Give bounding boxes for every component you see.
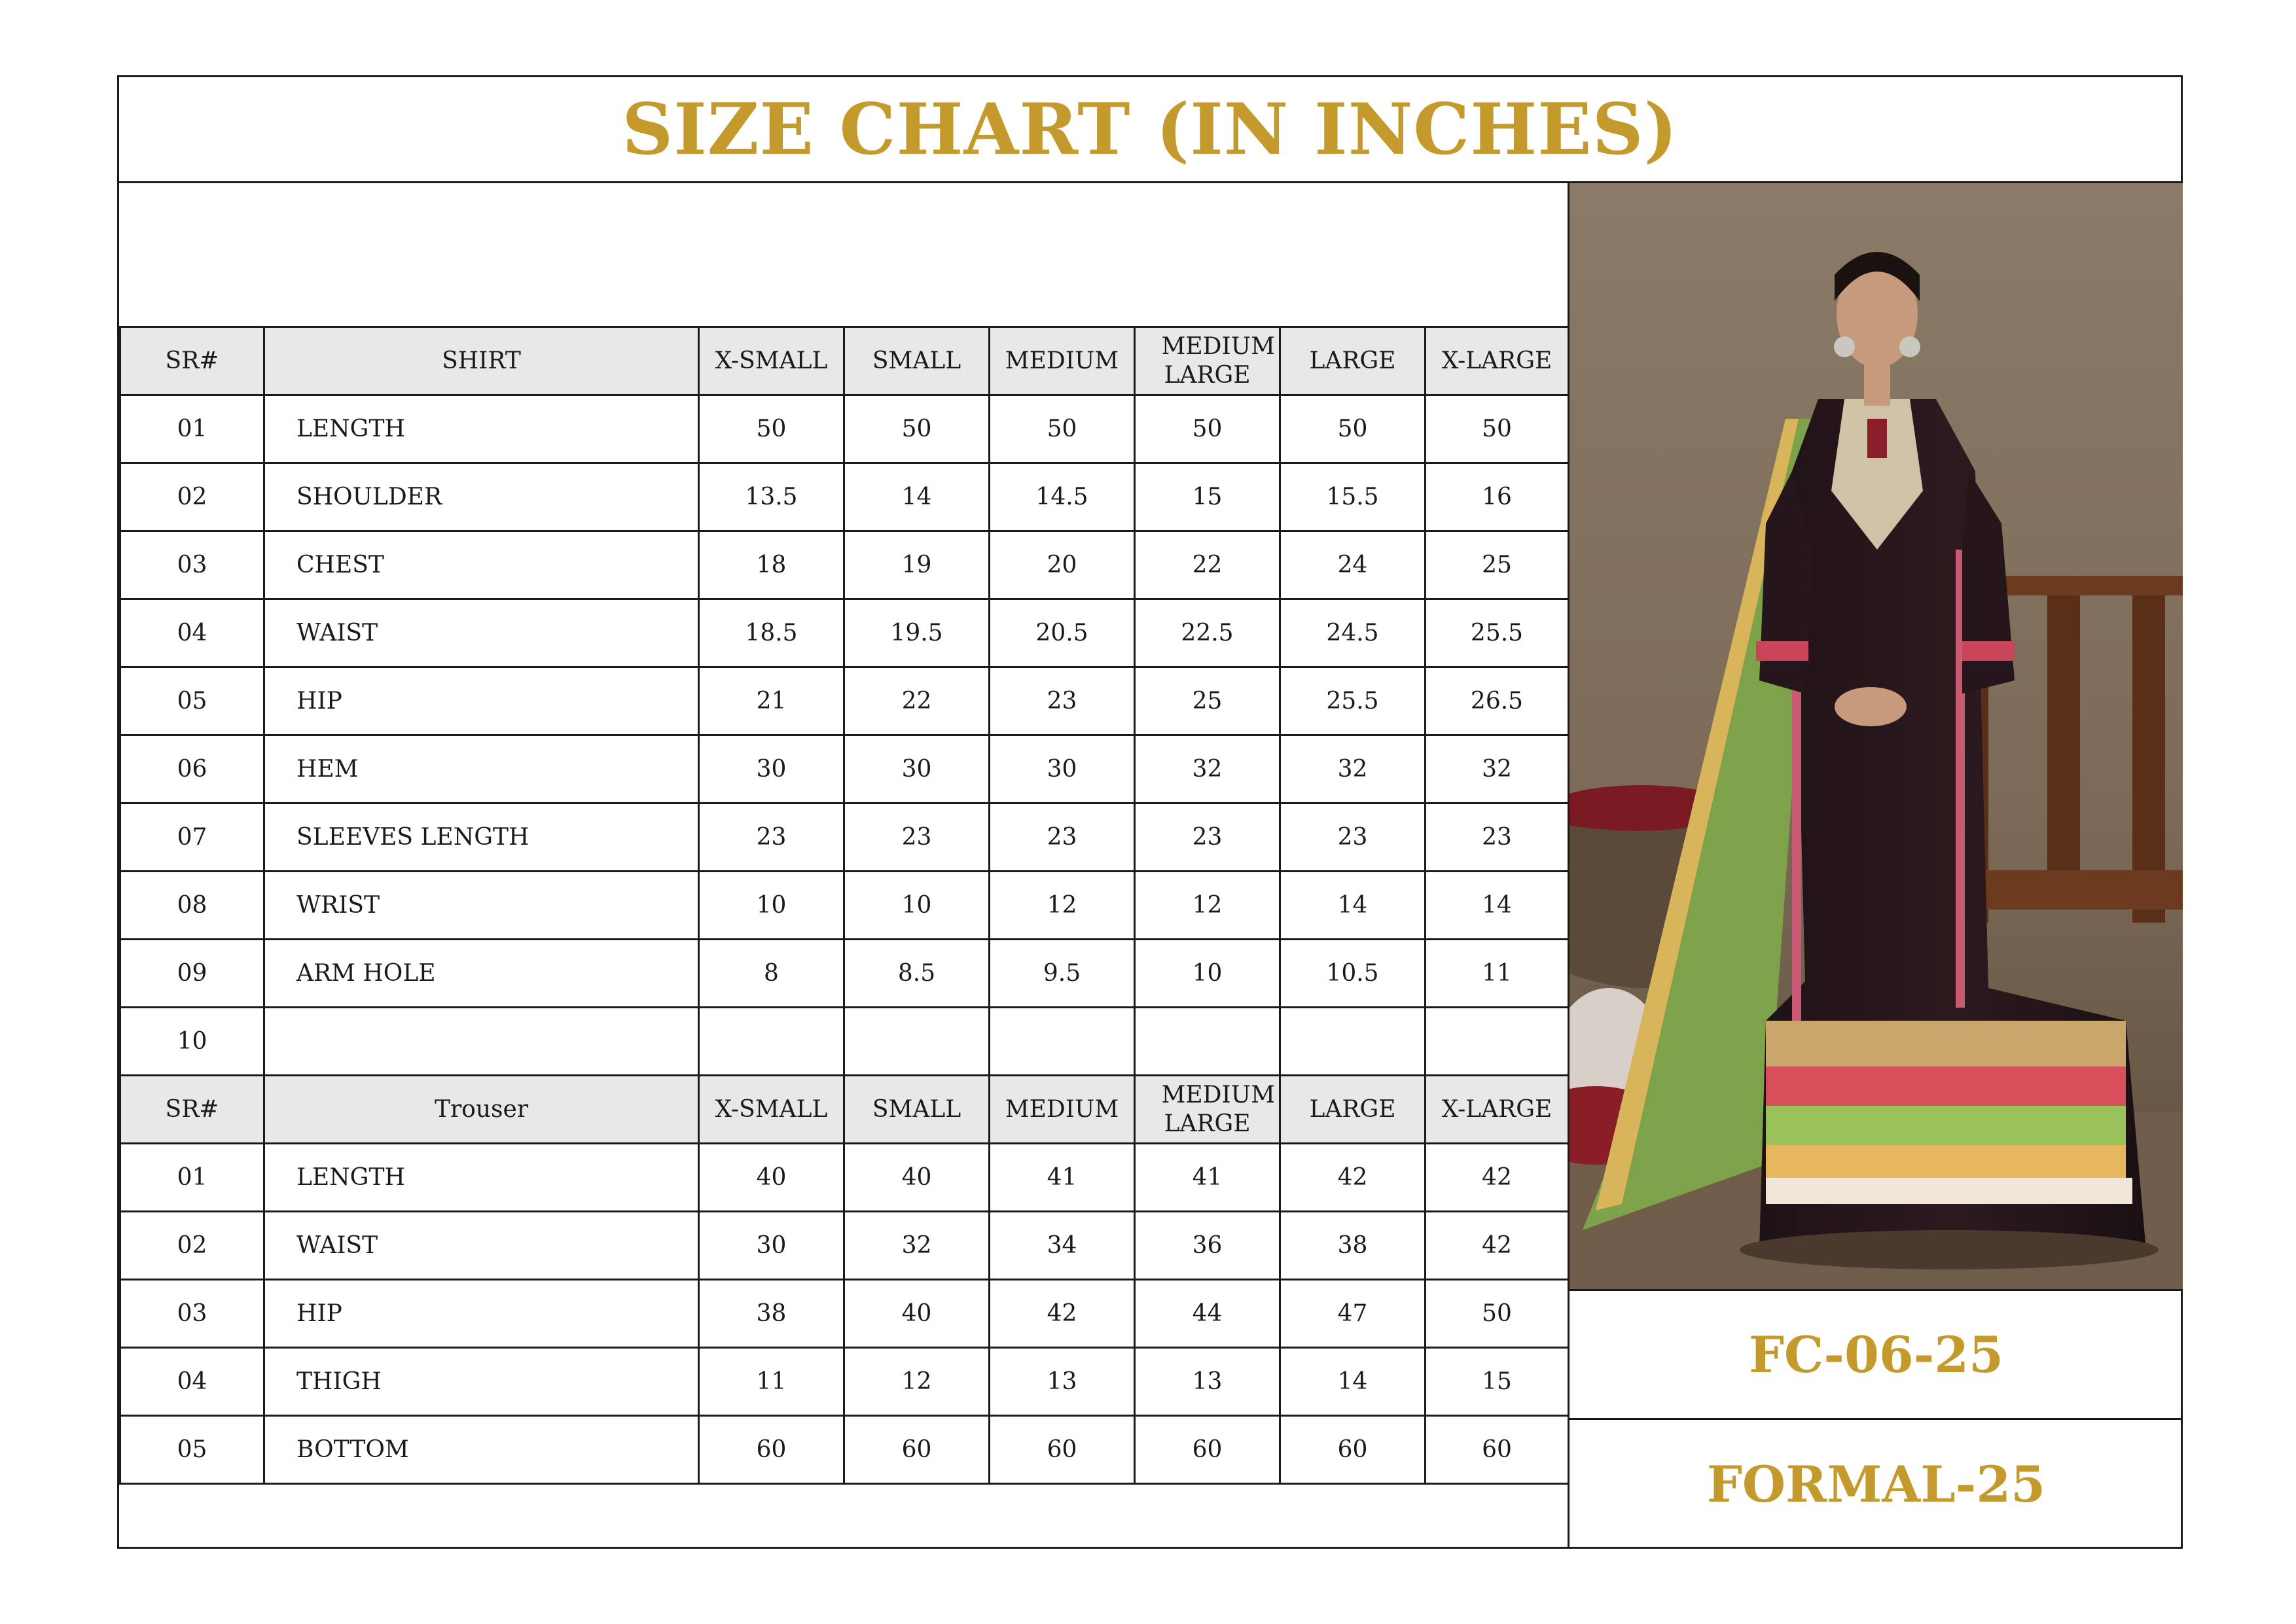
table-row bbox=[120, 1280, 1569, 1348]
model-photo-illustration bbox=[1570, 183, 2183, 1289]
table-row bbox=[120, 531, 1569, 599]
measure-name-cell: HIP bbox=[264, 1280, 699, 1348]
table-row bbox=[120, 463, 1569, 531]
size-value-cell: 24.5 bbox=[1280, 599, 1426, 667]
size-value-cell: 60 bbox=[1280, 1416, 1426, 1484]
size-value-cell: 23 bbox=[1280, 803, 1426, 872]
size-value-cell: 22 bbox=[1135, 531, 1280, 599]
size-value-cell: 44 bbox=[1135, 1280, 1280, 1348]
table-row bbox=[120, 872, 1569, 940]
size-chart-frame bbox=[117, 75, 2183, 1549]
size-value-cell: 23 bbox=[1135, 803, 1280, 872]
measure-name-cell: WAIST bbox=[264, 1212, 699, 1280]
size-value-cell: 8 bbox=[699, 940, 844, 1008]
measure-name-cell: HEM bbox=[264, 735, 699, 803]
size-value-cell: 23 bbox=[990, 667, 1135, 735]
size-value-cell: 10 bbox=[844, 872, 990, 940]
header-cell bbox=[1135, 1076, 1280, 1144]
size-value-cell: 60 bbox=[990, 1416, 1135, 1484]
size-value-cell: 42 bbox=[990, 1280, 1135, 1348]
size-value-cell bbox=[1426, 1008, 1569, 1076]
size-value-cell: 34 bbox=[990, 1212, 1135, 1280]
measure-name-cell: BOTTOM bbox=[264, 1416, 699, 1484]
measure-name-cell: CHEST bbox=[264, 531, 699, 599]
medium-large-header: MEDIUM LARGE bbox=[1161, 1081, 1275, 1137]
size-value-cell: 18.5 bbox=[699, 599, 844, 667]
header-cell: SMALL bbox=[844, 327, 990, 395]
size-value-cell: 15 bbox=[1426, 1348, 1569, 1416]
header-cell: SHIRT bbox=[264, 327, 699, 395]
size-value-cell: 42 bbox=[1426, 1212, 1569, 1280]
size-value-cell: 13.5 bbox=[699, 463, 844, 531]
page-title: SIZE CHART (IN INCHES) bbox=[119, 77, 2181, 183]
size-value-cell: 38 bbox=[1280, 1212, 1426, 1280]
size-value-cell: 50 bbox=[1135, 395, 1280, 463]
shirt-table-body bbox=[120, 327, 1569, 1076]
size-value-cell: 13 bbox=[990, 1348, 1135, 1416]
sr-cell: 01 bbox=[120, 1144, 264, 1212]
size-value-cell: 14 bbox=[1280, 1348, 1426, 1416]
sr-cell: 03 bbox=[120, 1280, 264, 1348]
size-value-cell: 19.5 bbox=[844, 599, 990, 667]
size-value-cell: 30 bbox=[699, 1212, 844, 1280]
table-row bbox=[120, 395, 1569, 463]
header-cell: SR# bbox=[120, 1076, 264, 1144]
table-row bbox=[120, 1008, 1569, 1076]
size-value-cell: 40 bbox=[844, 1144, 990, 1212]
size-value-cell: 14 bbox=[1280, 872, 1426, 940]
measure-name-cell: SHOULDER bbox=[264, 463, 699, 531]
size-value-cell: 23 bbox=[699, 803, 844, 872]
size-value-cell: 30 bbox=[699, 735, 844, 803]
size-value-cell: 32 bbox=[1280, 735, 1426, 803]
measure-name-cell: HIP bbox=[264, 667, 699, 735]
size-value-cell: 40 bbox=[699, 1144, 844, 1212]
size-value-cell: 12 bbox=[844, 1348, 990, 1416]
collection-name: FORMAL-25 bbox=[1568, 1420, 2183, 1549]
size-value-cell: 60 bbox=[844, 1416, 990, 1484]
size-value-cell: 22 bbox=[844, 667, 990, 735]
measure-name-cell: LENGTH bbox=[264, 1144, 699, 1212]
size-value-cell: 20.5 bbox=[990, 599, 1135, 667]
size-value-cell: 15.5 bbox=[1280, 463, 1426, 531]
size-value-cell: 20 bbox=[990, 531, 1135, 599]
size-value-cell: 60 bbox=[1135, 1416, 1280, 1484]
size-value-cell: 14 bbox=[1426, 872, 1569, 940]
size-value-cell: 19 bbox=[844, 531, 990, 599]
trouser-header-row bbox=[120, 1076, 1569, 1144]
header-cell bbox=[1135, 327, 1280, 395]
size-value-cell: 32 bbox=[844, 1212, 990, 1280]
size-value-cell: 18 bbox=[699, 531, 844, 599]
sr-cell: 02 bbox=[120, 463, 264, 531]
size-value-cell: 16 bbox=[1426, 463, 1569, 531]
size-value-cell: 10 bbox=[1135, 940, 1280, 1008]
size-value-cell: 23 bbox=[990, 803, 1135, 872]
sr-cell: 10 bbox=[120, 1008, 264, 1076]
size-value-cell: 10 bbox=[699, 872, 844, 940]
sr-cell: 05 bbox=[120, 1416, 264, 1484]
measure-name-cell: THIGH bbox=[264, 1348, 699, 1416]
blank-header-area bbox=[119, 183, 1568, 326]
sr-cell: 06 bbox=[120, 735, 264, 803]
header-cell: X-LARGE bbox=[1426, 1076, 1569, 1144]
size-value-cell: 23 bbox=[1426, 803, 1569, 872]
sr-cell: 07 bbox=[120, 803, 264, 872]
size-value-cell: 12 bbox=[1135, 872, 1280, 940]
header-cell: LARGE bbox=[1280, 1076, 1426, 1144]
size-value-cell bbox=[844, 1008, 990, 1076]
size-value-cell: 50 bbox=[699, 395, 844, 463]
header-cell: MEDIUM bbox=[990, 327, 1135, 395]
table-row bbox=[120, 940, 1569, 1008]
size-value-cell: 25 bbox=[1135, 667, 1280, 735]
size-value-cell: 60 bbox=[1426, 1416, 1569, 1484]
size-value-cell: 60 bbox=[699, 1416, 844, 1484]
header-cell: MEDIUM bbox=[990, 1076, 1135, 1144]
measure-name-cell: LENGTH bbox=[264, 395, 699, 463]
header-cell: SR# bbox=[120, 327, 264, 395]
table-row bbox=[120, 599, 1569, 667]
size-value-cell: 10.5 bbox=[1280, 940, 1426, 1008]
table-row bbox=[120, 1416, 1569, 1484]
table-row bbox=[120, 1348, 1569, 1416]
table-row bbox=[120, 735, 1569, 803]
measure-name-cell: WRIST bbox=[264, 872, 699, 940]
table-row bbox=[120, 667, 1569, 735]
size-value-cell: 23 bbox=[844, 803, 990, 872]
size-value-cell: 25 bbox=[1426, 531, 1569, 599]
sr-cell: 08 bbox=[120, 872, 264, 940]
size-value-cell bbox=[699, 1008, 844, 1076]
size-value-cell: 15 bbox=[1135, 463, 1280, 531]
sr-cell: 01 bbox=[120, 395, 264, 463]
size-value-cell: 32 bbox=[1135, 735, 1280, 803]
size-value-cell bbox=[1135, 1008, 1280, 1076]
sr-cell: 04 bbox=[120, 599, 264, 667]
sr-cell: 05 bbox=[120, 667, 264, 735]
size-value-cell: 32 bbox=[1426, 735, 1569, 803]
size-value-cell: 9.5 bbox=[990, 940, 1135, 1008]
size-value-cell: 50 bbox=[1426, 1280, 1569, 1348]
sr-cell: 03 bbox=[120, 531, 264, 599]
sr-cell: 04 bbox=[120, 1348, 264, 1416]
shirt-header-row bbox=[120, 327, 1569, 395]
size-value-cell: 50 bbox=[990, 395, 1135, 463]
measure-name-cell bbox=[264, 1008, 699, 1076]
header-cell: X-SMALL bbox=[699, 1076, 844, 1144]
sr-cell: 09 bbox=[120, 940, 264, 1008]
size-value-cell: 14 bbox=[844, 463, 990, 531]
size-value-cell: 13 bbox=[1135, 1348, 1280, 1416]
size-value-cell: 21 bbox=[699, 667, 844, 735]
header-cell: Trouser bbox=[264, 1076, 699, 1144]
product-code: FC-06-25 bbox=[1568, 1289, 2183, 1420]
size-value-cell: 50 bbox=[1426, 395, 1569, 463]
size-value-cell: 40 bbox=[844, 1280, 990, 1348]
size-value-cell: 50 bbox=[844, 395, 990, 463]
size-value-cell: 25.5 bbox=[1426, 599, 1569, 667]
measure-name-cell: WAIST bbox=[264, 599, 699, 667]
size-value-cell: 11 bbox=[1426, 940, 1569, 1008]
size-value-cell: 25.5 bbox=[1280, 667, 1426, 735]
table-row bbox=[120, 1144, 1569, 1212]
size-value-cell: 22.5 bbox=[1135, 599, 1280, 667]
size-value-cell: 12 bbox=[990, 872, 1135, 940]
size-value-cell: 42 bbox=[1280, 1144, 1426, 1212]
size-value-cell: 42 bbox=[1426, 1144, 1569, 1212]
size-value-cell: 50 bbox=[1280, 395, 1426, 463]
header-cell: LARGE bbox=[1280, 327, 1426, 395]
header-cell: X-SMALL bbox=[699, 327, 844, 395]
size-value-cell: 36 bbox=[1135, 1212, 1280, 1280]
size-value-cell: 26.5 bbox=[1426, 667, 1569, 735]
medium-large-header: MEDIUM LARGE bbox=[1161, 332, 1275, 389]
sr-cell: 02 bbox=[120, 1212, 264, 1280]
header-cell: SMALL bbox=[844, 1076, 990, 1144]
measure-name-cell: SLEEVES LENGTH bbox=[264, 803, 699, 872]
measure-name-cell: ARM HOLE bbox=[264, 940, 699, 1008]
size-value-cell: 41 bbox=[1135, 1144, 1280, 1212]
trouser-table-body bbox=[120, 1076, 1569, 1484]
size-value-cell: 14.5 bbox=[990, 463, 1135, 531]
size-value-cell: 41 bbox=[990, 1144, 1135, 1212]
size-value-cell bbox=[1280, 1008, 1426, 1076]
size-value-cell: 30 bbox=[990, 735, 1135, 803]
size-table bbox=[119, 326, 1570, 1485]
size-value-cell: 47 bbox=[1280, 1280, 1426, 1348]
size-value-cell bbox=[990, 1008, 1135, 1076]
table-row bbox=[120, 1212, 1569, 1280]
header-cell: X-LARGE bbox=[1426, 327, 1569, 395]
size-value-cell: 30 bbox=[844, 735, 990, 803]
model-photo bbox=[1568, 183, 2183, 1289]
size-value-cell: 38 bbox=[699, 1280, 844, 1348]
table-row bbox=[120, 803, 1569, 872]
size-value-cell: 11 bbox=[699, 1348, 844, 1416]
size-value-cell: 24 bbox=[1280, 531, 1426, 599]
size-value-cell: 8.5 bbox=[844, 940, 990, 1008]
